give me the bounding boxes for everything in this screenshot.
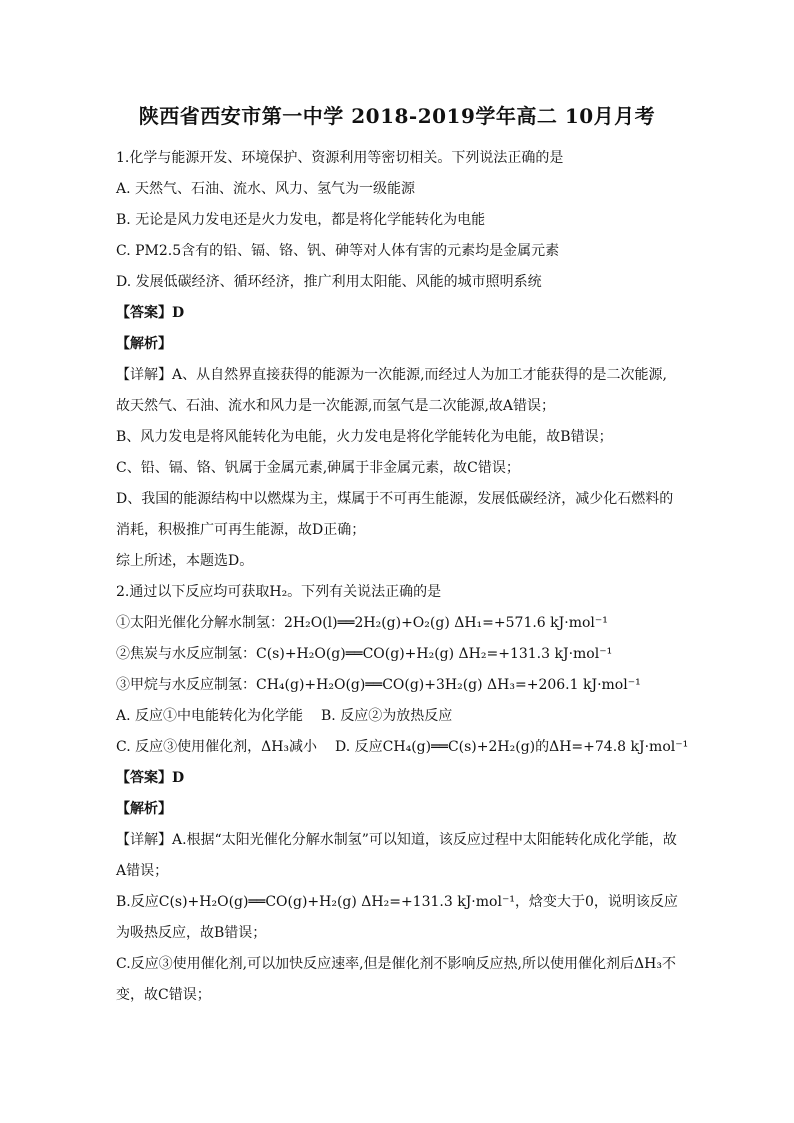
q2-option-b: B. 反应②为放热反应 xyxy=(321,708,453,724)
q1-analysis-label: 【解析】 xyxy=(116,336,172,352)
q2-answer: 【答案】D xyxy=(116,770,185,786)
q2-reaction-3: ③甲烷与水反应制氢：CH₄(g)+H₂O(g)══CO(g)+3H₂(g) ΔH₃=+206.1 kJ·mol⁻¹ xyxy=(116,677,641,693)
q2-option-c: C. 反应③使用催化剂，ΔH₃减小 xyxy=(116,739,318,755)
q1-question: 1.化学与能源开发、环境保护、资源利用等密切相关。下列说法正确的是 xyxy=(116,150,564,166)
q2-question: 2.通过以下反应均可获取H₂。下列有关说法正确的是 xyxy=(116,584,442,600)
q2-option-a: A. 反应①中电能转化为化学能 xyxy=(116,708,304,724)
q2-reaction-1: ①太阳光催化分解水制氢：2H₂O(l)══2H₂(g)+O₂(g) ΔH₁=+571.6 kJ·mol⁻¹ xyxy=(116,615,608,631)
page-title: 陕西省西安市第一中学 2018-2019学年高二 10月月考 xyxy=(138,104,656,128)
q2-option-d: D. 反应CH₄(g)══C(s)+2H₂(g)的ΔH=+74.8 kJ·mol⁻¹ xyxy=(335,739,689,755)
q2-detail-a: 【详解】A.根据“太阳光催化分解水制氢”可以知道，该反应过程中太阳能转化成化学能，故A错误； xyxy=(116,832,677,879)
q2-options-ab xyxy=(116,701,678,732)
q1-detail-c: C、铅、镉、铬、钒属于金属元素,砷属于非金属元素，故C错误； xyxy=(116,460,520,476)
q2-options-cd xyxy=(116,732,689,763)
q1-option-d: D. 发展低碳经济、循环经济，推广利用太阳能、风能的城市照明系统 xyxy=(116,274,542,290)
q2-analysis-label: 【解析】 xyxy=(116,801,172,817)
q1-answer: 【答案】D xyxy=(116,305,185,321)
q1-option-a: A. 天然气、石油、流水、风力、氢气为一级能源 xyxy=(116,181,416,197)
q2-detail-c: C.反应③使用催化剂,可以加快反应速率,但是催化剂不影响反应热,所以使用催化剂后ΔH₃不变，故C错误； xyxy=(116,956,676,1003)
q1-option-c: C. PM2.5含有的铅、镉、铬、钒、砷等对人体有害的元素均是金属元素 xyxy=(116,243,560,259)
q1-detail-b: B、风力发电是将风能转化为电能，火力发电是将化学能转化为电能，故B错误； xyxy=(116,429,613,445)
q2-reaction-2: ②焦炭与水反应制氢：C(s)+H₂O(g)══CO(g)+H₂(g) ΔH₂=+131.3 kJ·mol⁻¹ xyxy=(116,646,613,662)
q2-detail-b: B.反应C(s)+H₂O(g)══CO(g)+H₂(g) ΔH₂=+131.3 kJ·mol⁻¹，焓变大于0，说明该反应为吸热反应，故B错误； xyxy=(116,894,678,941)
q1-detail-a: 【详解】A、从自然界直接获得的能源为一次能源,而经过人为加工才能获得的是二次能源,故天然气、石油、流水和风力是一次能源,而氢气是二次能源,故A错误； xyxy=(116,367,668,414)
q1-summary: 综上所述，本题选D。 xyxy=(116,553,254,569)
q1-option-b: B. 无论是风力发电还是火力发电，都是将化学能转化为电能 xyxy=(116,212,486,228)
q1-detail-d: D、我国的能源结构中以燃煤为主，煤属于不可再生能源，发展低碳经济，减少化石燃料的消耗，积极推广可再生能源，故D正确； xyxy=(116,491,674,538)
